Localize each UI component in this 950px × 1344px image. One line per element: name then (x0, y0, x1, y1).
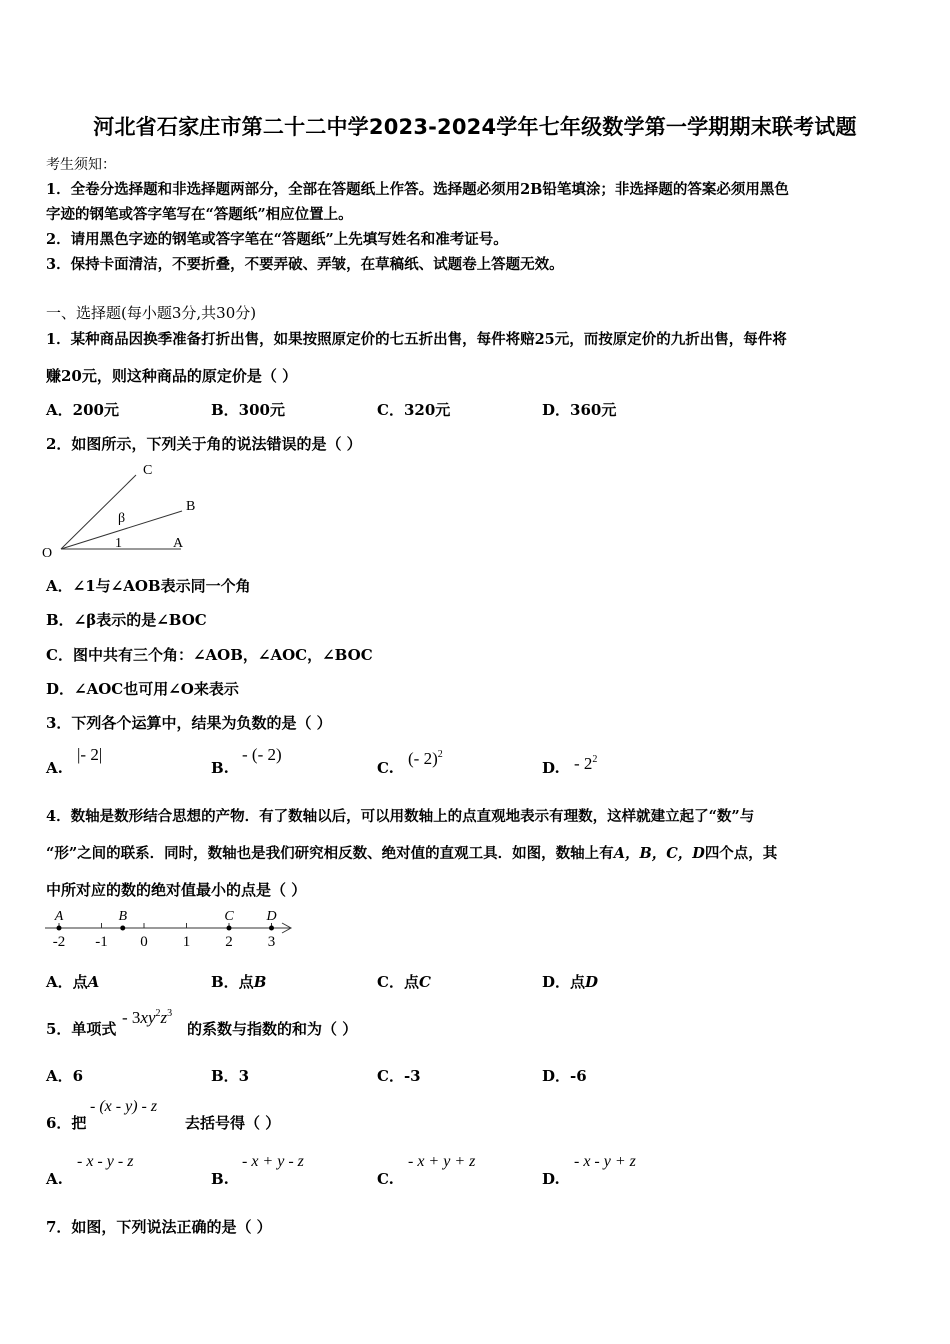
q5-option-c: C．-3 (377, 1067, 421, 1085)
q3-expr-a: |- 2| (77, 745, 103, 764)
q3-label-d: D. (542, 759, 560, 777)
notice-item: 2．请用黑色字迹的钢笔或答字笔在“答题纸”上先填写姓名和准考证号。 (46, 231, 508, 248)
axis-tick-label: 1 (182, 934, 191, 950)
question-2-stem: 2．如图所示，下列关于角的说法错误的是（ ） (46, 435, 362, 453)
q3-expr-d: - $2^2$ (574, 754, 598, 773)
q2-option-d: D．∠AOC也可用∠O来表示 (46, 680, 239, 698)
q2-option-a: A．∠1与∠AOB表示同一个角 (46, 577, 251, 595)
q2-option-c: C．图中共有三个角：∠AOB，∠AOC，∠BOC (46, 646, 373, 664)
label-o: O (42, 546, 53, 561)
axis-tick-label: 0 (140, 934, 148, 950)
section-heading: 一、选择题(每小题3分,共30分) (46, 304, 257, 322)
point-label-a: A (54, 909, 64, 924)
q4-option-c: C．点C (377, 973, 431, 991)
q5-option-d: D．-6 (542, 1067, 587, 1085)
q5-option-a: A．6 (46, 1067, 84, 1085)
q1-option-c: C．320元 (377, 401, 451, 419)
notice-item: 3．保持卡面清洁，不要折叠，不要弄破、弄皱，在草稿纸、试题卷上答题无效。 (46, 256, 564, 273)
q4-option-d: D．点D (542, 973, 599, 991)
question-4-line2: “形”之间的联系．同时，数轴也是我们研究相反数、绝对值的直观工具．如图，数轴上有A，B，C，D四个点，其 (46, 845, 778, 862)
point-c (227, 926, 232, 931)
question-5-prefix: 5．单项式 (46, 1020, 117, 1038)
point-b (120, 926, 125, 931)
question-5-suffix: 的系数与指数的和为（ ） (187, 1020, 358, 1038)
axis-tick-label: -1 (95, 934, 108, 950)
label-a: A (173, 536, 184, 551)
q6-label-d: D. (542, 1170, 560, 1188)
q2-option-b: B．∠β表示的是∠BOC (46, 611, 207, 629)
label-c: C (143, 463, 153, 478)
q6-expr-b: - x + y - z (242, 1153, 304, 1170)
notice-heading: 考生须知： (46, 157, 116, 173)
q1-option-a: A．200元 (46, 401, 119, 419)
number-line (40, 903, 300, 955)
point-label-b: B (118, 909, 128, 924)
label-beta: β (118, 511, 126, 526)
notice-item: 字迹的钢笔或答字笔写在“答题纸”相应位置上。 (46, 206, 353, 223)
q6-expr-c: - x + y + z (408, 1153, 476, 1170)
angle-figure (40, 456, 220, 564)
notice-item: 1．全卷分选择题和非选择题两部分，全部在答题纸上作答。选择题必须用2B铅笔填涂；非选择题的答案必须用黑色 (46, 181, 789, 198)
q6-expr-d: - x - y + z (574, 1153, 636, 1170)
q3-expr-b: - (- 2) (242, 745, 282, 764)
point-label-d: D (266, 909, 277, 924)
question-4-line1: 4．数轴是数形结合思想的产物．有了数轴以后，可以用数轴上的点直观地表示有理数，这样就建立起了“数”与 (46, 808, 755, 825)
page-title: 河北省石家庄市第二十二中学2023-2024学年七年级数学第一学期期末联考试题 (93, 115, 857, 139)
q4-option-b: B．点B (211, 973, 267, 991)
q3-label-b: B. (211, 759, 229, 777)
label-b: B (186, 499, 196, 514)
q1-option-d: D．360元 (542, 401, 617, 419)
point-d (269, 926, 274, 931)
point-label-c: C (224, 909, 234, 924)
q3-label-c: C. (377, 759, 394, 777)
q3-expr-c: (- 2)$^2$ (408, 749, 443, 768)
question-7-stem: 7．如图，下列说法正确的是（ ） (46, 1218, 272, 1236)
q6-label-b: B. (211, 1170, 229, 1188)
axis-tick-label: -2 (52, 934, 66, 950)
q6-label-a: A. (46, 1170, 63, 1188)
question-1-line1: 1．某种商品因换季准备打折出售，如果按照原定价的七五折出售，每件将赔25元，而按原定价的九折出售，每件将 (46, 331, 787, 348)
q6-expression: - (x - y) - z (90, 1098, 158, 1115)
axis-tick-label: 3 (267, 934, 276, 950)
question-1-line2: 赚20元，则这种商品的原定价是（ ） (46, 367, 298, 385)
q5-monomial: - $3xy^2z^3$ (122, 1008, 173, 1027)
question-4-line3: 中所对应的数的绝对值最小的点是（ ） (46, 881, 307, 899)
axis-tick-label: 2 (225, 934, 233, 950)
q5-option-b: B．3 (211, 1067, 250, 1085)
question-3-stem: 3．下列各个运算中，结果为负数的是（ ） (46, 714, 332, 732)
question-6-prefix: 6．把 (46, 1114, 87, 1132)
q4-option-a: A．点A (46, 973, 100, 991)
point-a (57, 926, 62, 931)
q3-label-a: A. (46, 759, 63, 777)
question-6-suffix: 去括号得（ ） (185, 1114, 281, 1132)
label-one: 1 (115, 536, 122, 551)
q1-option-b: B．300元 (211, 401, 285, 419)
q6-expr-a: - x - y - z (77, 1153, 134, 1170)
q6-label-c: C. (377, 1170, 394, 1188)
